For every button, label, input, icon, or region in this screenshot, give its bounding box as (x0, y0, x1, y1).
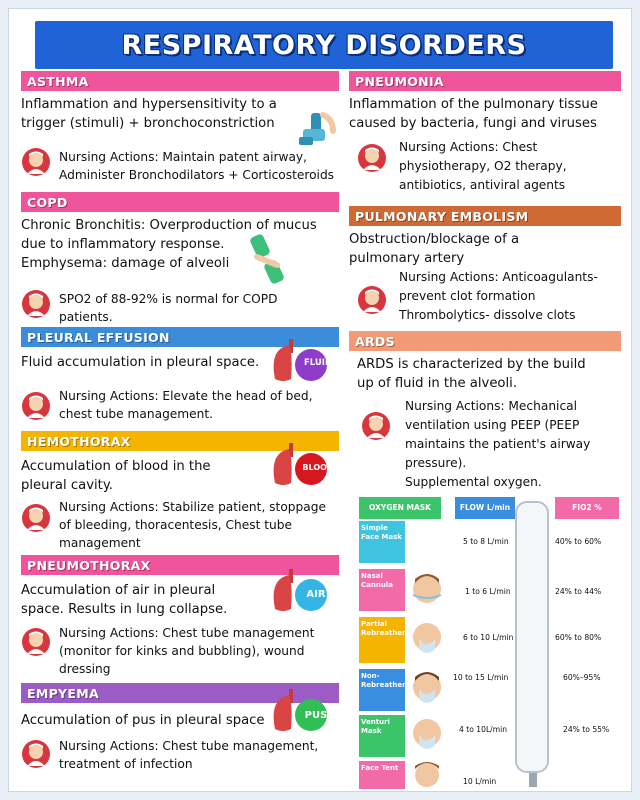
ards-action-1: Nursing Actions: Mechanical (405, 399, 577, 413)
fluid-badge: FLUID (303, 358, 333, 368)
flow-value: 10 L/min (463, 777, 497, 786)
nurse-avatar-icon (21, 289, 51, 319)
blood-badge: BLOOD (302, 463, 334, 472)
pleural-effusion-action-1: Nursing Actions: Elevate the head of bed, (59, 389, 313, 403)
title-banner (35, 21, 613, 69)
page-title: RESPIRATORY DISORDERS (121, 29, 527, 61)
fio2-value: 24% to 44% (555, 587, 602, 596)
nurse-avatar-icon (21, 391, 51, 421)
nurse-avatar-icon (361, 411, 391, 441)
header-fio2: FIO2 % (555, 497, 619, 519)
device-label: Non-Rebreather (359, 669, 405, 711)
pulmonary-embolism-action-2: prevent clot formation (399, 289, 536, 303)
pulmonary-embolism-heading: PULMONARY EMBOLISM (349, 206, 621, 226)
pneumonia-action-2: physiotherapy, O2 therapy, (399, 159, 567, 173)
pulmonary-embolism-desc-2: pulmonary artery (349, 251, 465, 266)
flow-value: 6 to 10 L/min (463, 633, 514, 642)
empyema-desc: Accumulation of pus in pleural space (21, 713, 265, 728)
pneumonia-action-3: antibiotics, antiviral agents (399, 178, 566, 192)
oxygen-tank-icon (241, 231, 299, 289)
flow-value: 10 to 15 L/min (453, 673, 509, 682)
air-badge: AIR (306, 589, 326, 600)
face-partial-rebreather-icon (409, 619, 445, 661)
pulmonary-embolism-action-1: Nursing Actions: Anticoagulants- (399, 270, 598, 284)
device-label: Simple Face Mask (359, 521, 405, 563)
flow-value: 1 to 6 L/min (465, 587, 511, 596)
fio2-value: 24% to 55% (563, 725, 610, 734)
copd-action-1: SPO2 of 88-92% is normal for COPD (59, 292, 278, 306)
infographic-page (8, 8, 632, 792)
hemothorax-action-3: management (59, 536, 141, 550)
header-flow: FLOW L/min (455, 497, 515, 519)
pus-badge: PUS (304, 710, 328, 721)
face-nasal-cannula-icon (409, 571, 445, 611)
pulmonary-embolism-action-3: Thrombolytics- dissolve clots (399, 308, 576, 322)
device-label: Face Tent (359, 761, 405, 789)
ards-action-5: Supplemental oxygen. (405, 475, 542, 489)
flow-value: 5 to 8 L/min (463, 537, 509, 546)
pleural-effusion-desc: Fluid accumulation in pleural space. (21, 355, 260, 370)
ards-desc-2: up of fluid in the alveoli. (357, 376, 518, 391)
ards-action-4: pressure). (405, 456, 467, 470)
device-label: Venturi Mask (359, 715, 405, 757)
asthma-heading: ASTHMA (21, 71, 339, 91)
pneumothorax-heading: PNEUMOTHORAX (21, 555, 339, 575)
copd-heading: COPD (21, 192, 339, 212)
pleural-effusion-heading: PLEURAL EFFUSION (21, 327, 339, 347)
flowmeter-tube (515, 501, 549, 773)
nurse-avatar-icon (21, 503, 51, 533)
ards-action-2: ventilation using PEEP (PEEP (405, 418, 580, 432)
hemothorax-desc-1: Accumulation of blood in the (21, 459, 211, 474)
hemothorax-action-1: Nursing Actions: Stabilize patient, stoppage (59, 500, 326, 514)
pneumothorax-action-3: dressing (59, 662, 111, 676)
face-tent-icon (409, 759, 445, 789)
copd-desc-3: Emphysema: damage of alveoli (21, 256, 230, 271)
hemothorax-action-2: of bleeding, thoracentesis, Chest tube (59, 518, 293, 532)
nurse-avatar-icon (21, 147, 51, 177)
pneumonia-desc-2: caused by bacteria, fungi and viruses (349, 116, 597, 131)
pneumonia-desc-1: Inflammation of the pulmonary tissue (349, 97, 598, 112)
fio2-value: 40% to 60% (555, 537, 602, 546)
device-label: Partial Rebreather (359, 617, 405, 663)
hemothorax-heading: HEMOTHORAX (21, 431, 339, 451)
pneumonia-heading: PNEUMONIA (349, 71, 621, 91)
fio2-value: 60%–95% (563, 673, 601, 682)
pneumothorax-action-1: Nursing Actions: Chest tube management (59, 626, 315, 640)
copd-desc-2: due to inflammatory response. (21, 237, 225, 252)
ards-desc-1: ARDS is characterized by the build (357, 357, 586, 372)
hemothorax-desc-2: pleural cavity. (21, 478, 113, 493)
pneumothorax-action-2: (monitor for kinks and bubbling), wound (59, 644, 305, 658)
pulmonary-embolism-desc-1: Obstruction/blockage of a (349, 232, 520, 247)
asthma-action-2: Administer Bronchodilators + Corticosteroids (59, 168, 335, 182)
device-label: Nasal Cannula (359, 569, 405, 611)
copd-desc-1: Chronic Bronchitis: Overproduction of mucus (21, 218, 317, 233)
nurse-avatar-icon (357, 285, 387, 315)
empyema-heading: EMPYEMA (21, 683, 339, 703)
header-oxygen-mask: OXYGEN MASK (359, 497, 441, 519)
asthma-action-1: Nursing Actions: Maintain patent airway, (59, 150, 307, 164)
oxygen-delivery-table (359, 497, 625, 789)
copd-action-2: patients. (59, 310, 113, 324)
ards-heading: ARDS (349, 331, 621, 351)
asthma-desc-2: trigger (stimuli) + bronchoconstriction (21, 116, 275, 131)
nurse-avatar-icon (357, 143, 387, 173)
pleural-effusion-action-2: chest tube management. (59, 407, 214, 421)
ards-action-3: maintains the patient's airway (405, 437, 591, 451)
pneumonia-action-1: Nursing Actions: Chest (399, 140, 538, 154)
flow-value: 4 to 10L/min (459, 725, 508, 734)
face-non-rebreather-icon (409, 669, 445, 711)
pneumothorax-desc-1: Accumulation of air in pleural (21, 583, 216, 598)
fio2-value: 60% to 80% (555, 633, 602, 642)
nurse-avatar-icon (21, 627, 51, 657)
empyema-action-1: Nursing Actions: Chest tube management, (59, 739, 319, 753)
inhaler-icon (291, 109, 337, 149)
flowmeter-stem (529, 773, 537, 787)
pneumothorax-desc-2: space. Results in lung collapse. (21, 602, 228, 617)
empyema-action-2: treatment of infection (59, 757, 193, 771)
nurse-avatar-icon (21, 739, 51, 769)
asthma-desc-1: Inflammation and hypersensitivity to a (21, 97, 277, 112)
face-venturi-mask-icon (409, 715, 445, 757)
